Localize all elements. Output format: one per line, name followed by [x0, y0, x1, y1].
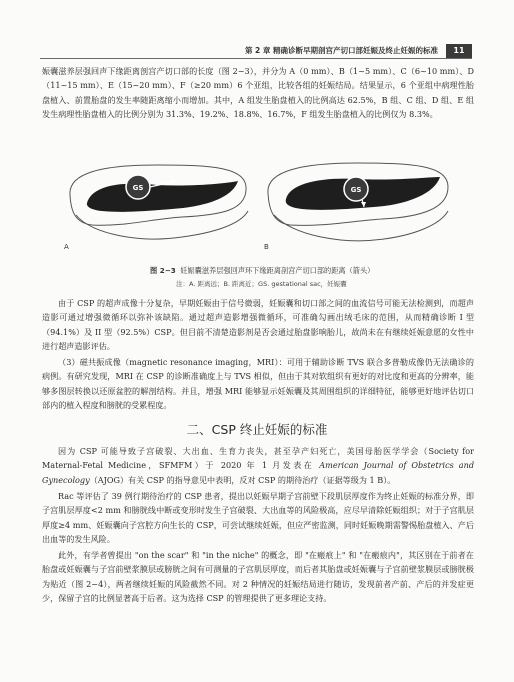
panel-b-label: B	[264, 243, 269, 251]
para4-post: （AJOG）有关 CSP 的指导意见中表明，反对 CSP 的期待治疗（证据等级为 1 B）。	[89, 474, 396, 485]
caption-text: 妊娠囊滋养层强回声环下缘距离剖宫产切口部的距离（箭头）	[180, 266, 375, 275]
header-title: 第 2 章 精确诊断早期剖宫产切口部妊娠及终止妊娠的标准	[244, 46, 438, 55]
paragraph-3: （3）磁共振成像（magnetic resonance imaging，MRI）：可用于辅助诊断 TVS 联合多普勒成像仍无法确诊的病例。有研究发现，MRI 在 CSP 的诊断准确度上与 TVS 相似，但由于其对软组织有更好的对比度和更高的分辨率，能够多图层转换以还原盆腔的解剖结构。并且，增强 MRI 能够显示妊娠囊及其周围组织的详细特征，能够更好地评估切口部内的植入程度和膀胱的受累程度。	[42, 357, 474, 410]
paragraph-5: Rac 等评估了 39 例行期待治疗的 CSP 患者，提出以妊娠早期子宫前壁下段肌层厚度作为终止妊娠的标准分界，即子宫肌层厚度<2 mm 和膀胱线中断或变形时发生子宫破裂、大出血等的风险极高，应尽早清除妊娠组织；对于子宫肌层厚度≥4 mm、妊娠囊向子宫腔方向生长的 CSP，可尝试继续妊娠，但应严密监测，同时妊娠晚期需警惕胎盘植入、产后出血等的发生风险。	[42, 491, 474, 544]
figure-caption	[150, 266, 374, 276]
journal-name: American Journal of Obstetrics and Gynecology	[42, 460, 475, 485]
para4-pre: 因为 CSP 可能导致子宫破裂、大出血、生育力丧失，甚至孕产妇死亡，美国母胎医学学会（Society for Maternal-Fetal Medicine，SFMFM）于 2020 年 1 月发表在	[42, 446, 474, 471]
figure-note: 注：A. 距离远；B. 距离近；GS. gestational sac，妊娠囊	[176, 280, 347, 288]
panel-a-label: A	[64, 243, 69, 251]
gs-label-a: GS	[132, 184, 144, 192]
caption-number: 图 2−3	[150, 266, 176, 275]
paragraph-2: 由于 CSP 的超声成像十分复杂，早期妊娠由于信号微弱，妊娠囊和切口部之间的血流信号可能无法检测到，而超声造影可通过增强微循环以弥补该缺陷。通过超声造影增强微循环，可准确勾画出绒毛床的范围，从而精确诊断 I 型（94.1%）及 II 型（92.5%）CSP。但目前不清楚造影剂是否会通过胎盘影响胎儿，故尚未在有继续妊娠意愿的女性中进行超声造影评估。	[42, 298, 474, 351]
paragraph-6: 此外，有学者曾提出 "on the scar" 和 "in the niche" 的概念，即 "在瘢痕上" 和 "在瘢痕内"，其区别在于前者在胎盘或妊娠囊与子宫前壁浆膜层或膀胱之间有可测量的子宫肌层厚度，而后者其胎盘或妊娠囊与子宫前壁浆膜层或膀胱极为贴近（图 2−4），两者继续妊娠的风险截然不同。对 2 种情况的妊娠结局进行随访，发现前者产前、产后的并发症更少，保留子宫的比例显著高于后者。这为选择 CSP 的管理提供了更多理论支持。	[42, 550, 474, 603]
section-title: 二、CSP 终止妊娠的标准	[186, 422, 328, 437]
ultrasound-panel-a	[62, 155, 252, 255]
page-header	[40, 44, 472, 59]
gs-label-b: GS	[350, 186, 362, 194]
paragraph-1: 娠囊滋养层强回声下缘距离剖宫产切口部的长度（图 2−3），并分为 A（0 mm）、B（1~5 mm）、C（6~10 mm）、D（11~15 mm）、E（15~20 mm）、F（≥20 mm）6 个亚组，比较各组的妊娠结局。结果显示，6 个亚组中病理性胎盘植入、前置胎盘的发生率随距离缩小而增加。其中，A 组发生胎盘植入的比例高达 62.5%，B 组、C 组、D 组、E 组发生病理性胎盘植入的比例分别为 31.3%、19.2%、18.8%、16.7%，F 组发生胎盘植入的比例仅为 8.3%。	[42, 66, 474, 119]
figure-2-3	[62, 155, 452, 255]
ultrasound-panel-b	[262, 155, 452, 255]
paragraph-4	[42, 444, 474, 487]
page-number: 11	[446, 44, 472, 58]
